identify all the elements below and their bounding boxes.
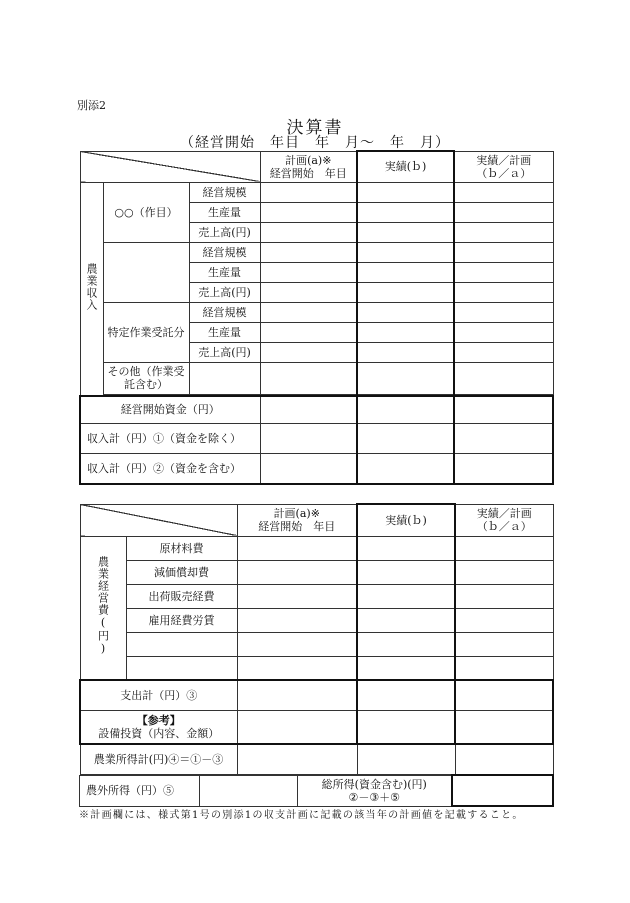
farm-income-section — [80, 182, 103, 396]
ratio-cell[interactable] — [455, 560, 553, 584]
other-detail-cell[interactable] — [189, 362, 260, 394]
income-total-1-label: 収入計（円）①（資金を除く） — [80, 424, 260, 454]
actual-cell[interactable] — [357, 242, 454, 262]
expense-label: 減価償却費 — [126, 560, 237, 584]
plan-header-sub: 経営開始 年目 — [269, 166, 347, 180]
actual-cell[interactable] — [357, 262, 454, 282]
row-label: 経営規模 — [189, 242, 260, 262]
expense-total-label: 支出計（円）③ — [80, 680, 237, 710]
actual-cell[interactable] — [357, 342, 454, 362]
ratio-cell[interactable] — [455, 710, 553, 744]
actual-cell[interactable] — [357, 302, 454, 322]
crop1-label: ○○（作目） — [103, 182, 189, 242]
row-label: 生産量 — [189, 322, 260, 342]
actual-header: 実績(ｂ) — [357, 504, 455, 536]
actual-cell[interactable] — [357, 632, 455, 656]
plan-cell[interactable] — [237, 632, 357, 656]
ratio-header-sub: （ｂ／ａ） — [476, 166, 532, 180]
total-income-formula: ②－③＋⑤ — [348, 790, 401, 804]
ratio-header-sub: （ｂ／ａ） — [476, 520, 532, 533]
actual-cell[interactable] — [357, 536, 455, 560]
actual-cell[interactable] — [357, 424, 454, 454]
actual-cell[interactable] — [357, 744, 455, 774]
total-income-label — [298, 775, 452, 806]
plan-cell[interactable] — [260, 322, 357, 342]
plan-cell[interactable] — [260, 302, 357, 322]
ratio-cell[interactable] — [455, 632, 553, 656]
ratio-cell[interactable] — [454, 302, 553, 322]
ratio-cell[interactable] — [454, 454, 553, 484]
actual-cell[interactable] — [357, 656, 455, 680]
actual-cell[interactable] — [357, 680, 455, 710]
crop2-label[interactable] — [103, 242, 189, 302]
row-label: 生産量 — [189, 262, 260, 282]
farm-income-label: 農業収入 — [85, 263, 98, 311]
attachment-label: 別添2 — [77, 99, 106, 112]
ratio-cell[interactable] — [454, 396, 553, 424]
document-title: 決算書 — [286, 118, 344, 138]
nonfarm-income-value[interactable] — [200, 775, 298, 806]
ratio-cell[interactable] — [454, 424, 553, 454]
ratio-header — [454, 151, 553, 182]
row-label: 生産量 — [189, 202, 260, 222]
plan-cell[interactable] — [237, 536, 357, 560]
startup-funds-label: 経営開始資金（円） — [80, 396, 260, 424]
ratio-cell[interactable] — [454, 182, 553, 202]
expense-label: 出荷販売経費 — [126, 584, 237, 608]
ratio-header-label: 実績／計画 — [476, 507, 532, 520]
ratio-cell[interactable] — [454, 362, 553, 394]
plan-cell[interactable] — [260, 262, 357, 282]
expense-label-blank[interactable] — [126, 656, 237, 680]
plan-cell[interactable] — [237, 560, 357, 584]
plan-cell[interactable] — [237, 656, 357, 680]
other-label: その他（作業受託含む） — [103, 362, 189, 394]
farm-expense-label: 農業経営費(円) — [96, 556, 110, 657]
row-label: 経営規模 — [189, 182, 260, 202]
ratio-cell[interactable] — [455, 584, 553, 608]
actual-cell[interactable] — [357, 362, 454, 394]
plan-cell[interactable] — [260, 396, 357, 424]
actual-header: 実績(ｂ) — [357, 151, 454, 182]
row-label: 売上高(円) — [189, 222, 260, 242]
reference-title: 【参考】 — [136, 713, 181, 727]
plan-cell[interactable] — [237, 608, 357, 632]
plan-cell[interactable] — [237, 584, 357, 608]
ratio-cell[interactable] — [455, 608, 553, 632]
income-summary-table — [79, 774, 554, 807]
reference-desc: 設備投資（内容、金額） — [98, 726, 220, 740]
expense-table — [79, 503, 554, 775]
actual-cell[interactable] — [357, 710, 455, 744]
actual-cell[interactable] — [357, 202, 454, 222]
plan-cell[interactable] — [260, 242, 357, 262]
total-income-value[interactable] — [452, 775, 553, 806]
actual-cell[interactable] — [357, 584, 455, 608]
ratio-header-label: 実績／計画 — [476, 153, 532, 167]
plan-cell[interactable] — [260, 202, 357, 222]
ratio-cell[interactable] — [454, 202, 553, 222]
ratio-cell[interactable] — [454, 322, 553, 342]
expense-label: 原材料費 — [126, 536, 237, 560]
ratio-cell[interactable] — [454, 282, 553, 302]
plan-header — [260, 151, 357, 182]
document-subtitle: （経営開始 年目 年 月～ 年 月） — [180, 135, 450, 151]
actual-cell[interactable] — [357, 396, 454, 424]
ratio-cell[interactable] — [455, 744, 553, 774]
actual-cell[interactable] — [357, 182, 454, 202]
ratio-header — [455, 504, 553, 536]
plan-cell[interactable] — [237, 744, 357, 774]
row-label: 売上高(円) — [189, 342, 260, 362]
plan-header — [237, 504, 357, 536]
plan-cell[interactable] — [260, 182, 357, 202]
total-income-title: 総所得(資金含む)(円) — [321, 777, 427, 791]
farm-expense-section — [80, 536, 126, 680]
actual-cell[interactable] — [357, 222, 454, 242]
reference-label — [80, 710, 237, 744]
crop3-label: 特定作業受託分 — [103, 302, 189, 362]
actual-cell[interactable] — [357, 608, 455, 632]
row-label: 経営規模 — [189, 302, 260, 322]
plan-cell[interactable] — [260, 362, 357, 394]
nonfarm-income-label: 農外所得（円）⑤ — [80, 775, 200, 806]
plan-header-label: 計画(a)※ — [285, 153, 332, 167]
ratio-cell[interactable] — [455, 656, 553, 680]
plan-cell[interactable] — [260, 424, 357, 454]
plan-cell[interactable] — [237, 710, 357, 744]
income-total-2-label: 収入計（円）②（資金を含む） — [80, 454, 260, 484]
plan-cell[interactable] — [260, 222, 357, 242]
footnote: ※計画欄には、様式第1号の別添1の収支計画に記載の該当年の計画値を記載すること。 — [79, 810, 524, 821]
ratio-cell[interactable] — [455, 536, 553, 560]
row-label: 売上高(円) — [189, 282, 260, 302]
ratio-cell[interactable] — [454, 262, 553, 282]
farm-income-total-label: 農業所得計(円)④＝①－③ — [80, 744, 237, 774]
plan-cell[interactable] — [260, 342, 357, 362]
income-table — [79, 150, 554, 485]
ratio-cell[interactable] — [454, 242, 553, 262]
plan-cell[interactable] — [237, 680, 357, 710]
ratio-cell[interactable] — [454, 342, 553, 362]
actual-cell[interactable] — [357, 454, 454, 484]
ratio-cell[interactable] — [455, 680, 553, 710]
actual-cell[interactable] — [357, 282, 454, 302]
expense-label-blank[interactable] — [126, 632, 237, 656]
plan-header-label: 計画(a)※ — [273, 507, 320, 520]
header-blank-cell — [80, 151, 260, 182]
plan-cell[interactable] — [260, 282, 357, 302]
plan-header-sub: 経営開始 年目 — [258, 520, 336, 533]
header-blank-cell — [80, 504, 237, 536]
ratio-cell[interactable] — [454, 222, 553, 242]
actual-cell[interactable] — [357, 560, 455, 584]
expense-label: 雇用経費労賃 — [126, 608, 237, 632]
plan-cell[interactable] — [260, 454, 357, 484]
actual-cell[interactable] — [357, 322, 454, 342]
